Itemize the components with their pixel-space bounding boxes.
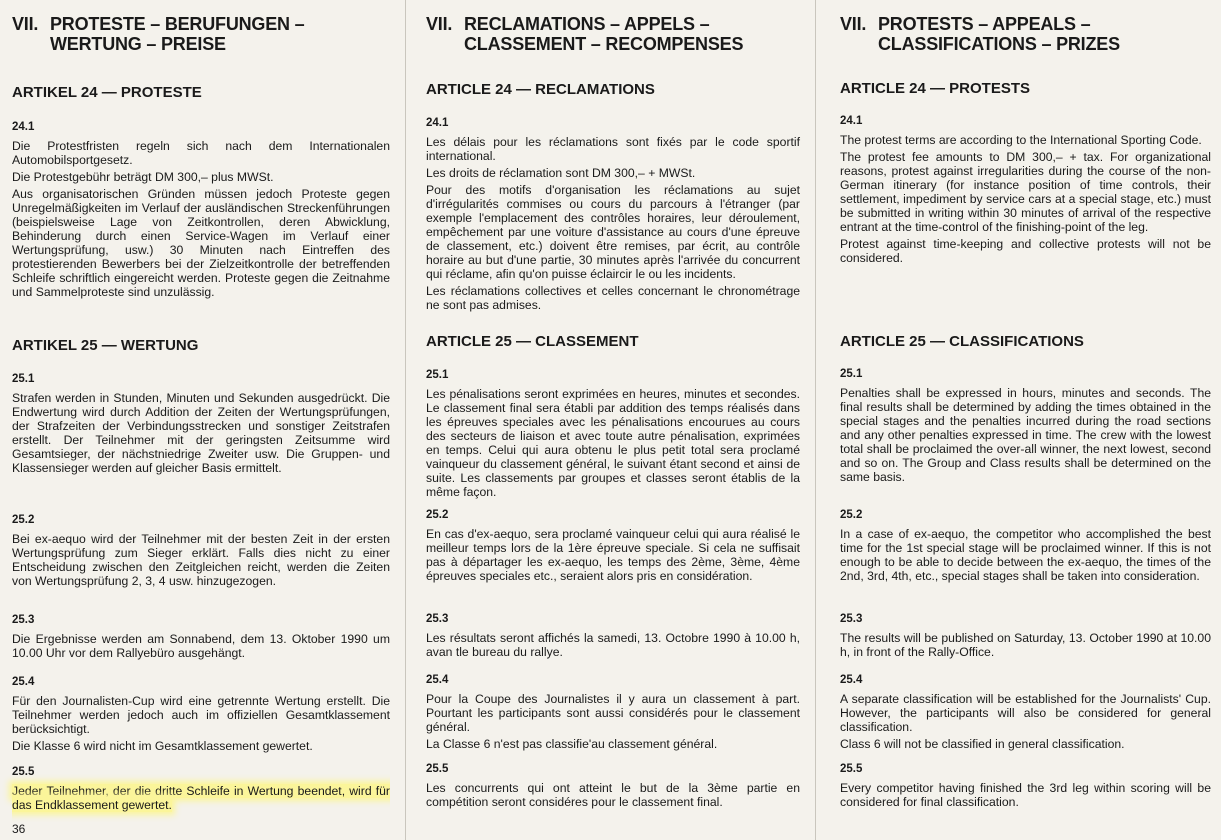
section-number: 24.1 — [840, 115, 863, 127]
paragraph: The results will be published on Saturday, 13. October 1990 at 10.00 h, in front of the Rally-Office. — [840, 631, 1211, 659]
section-number: 25.2 — [12, 514, 35, 526]
article-25-heading: ARTIKEL 25 — WERTUNG — [12, 337, 199, 354]
english-column — [815, 0, 1221, 840]
paragraph: Penalties shall be expressed in hours, minutes and seconds. The final results shall be determined by adding the times obtained in the special stages and the penalties incurred during the road sections and any other penalties expressed in time. The crew with the lowest total shall be proclaimed the over-all winner, the next lowest, second and so on. The Group and Class results shall be determined on the same basis. — [840, 386, 1211, 484]
paragraph: A separate classification will be established for the Journalists' Cup. However, the participants will also be considered for general classification. — [840, 692, 1211, 734]
section-number: 25.4 — [426, 674, 449, 686]
section-number: 25.5 — [840, 763, 863, 775]
article-25-heading: ARTICLE 25 — CLASSEMENT — [426, 333, 639, 350]
section-25-2 — [12, 513, 390, 591]
article-24-heading: ARTIKEL 24 — PROTESTE — [12, 84, 202, 101]
chapter-number: VII. — [12, 14, 39, 34]
chapter-title — [12, 14, 388, 54]
section-25-1 — [426, 368, 800, 502]
section-25-1 — [12, 372, 390, 478]
section-number: 25.1 — [426, 369, 449, 381]
paragraph: Aus organisatorischen Gründen müssen jedoch Proteste gegen Unregelmäßigkeiten im Verlauf der ausländischen Streckenführungen (beispielsweise Lage von Zeitkontrollen, deren Abwicklung, Behinderung durch einen Service-Wagen im Verlauf einer Wertungsprüfung, usw.) 30 Minuten nach Eintreffen des protestierenden Bewerbers bei der Zielzeitkontrolle der betreffenden Schleife schriftlich eingereicht werden. Proteste gegen die Zeitnahme und Sammelproteste sind unzulässig. — [12, 187, 390, 299]
chapter-title-text: PROTESTE – BERUFUNGEN – WERTUNG – PREISE — [50, 14, 305, 54]
paragraph: En cas d'ex-aequo, sera proclamé vainqueur celui qui aura réalisé le meilleur temps lors de la 1ère épreuve speciale. Si cela ne suffisait pas à départager les ex-aequo, les temps des 2ème, 3ème, 4ème épreuves speciales etc., seraient alors pris en considération. — [426, 527, 800, 583]
article-25-heading: ARTICLE 25 — CLASSIFICATIONS — [840, 333, 1084, 350]
section-number: 25.5 — [426, 763, 449, 775]
section-number: 24.1 — [12, 121, 35, 133]
paragraph: La Classe 6 n'est pas classifie'au classement général. — [426, 737, 718, 751]
section-25-5 — [12, 765, 390, 815]
chapter-number: VII. — [840, 14, 867, 34]
section-24-1 — [12, 120, 390, 302]
paragraph: Für den Journalisten-Cup wird eine getrennte Wertung erstellt. Die Teilnehmer werden jedoch auch im offiziellen Gesamtklassement berücksichtigt. — [12, 694, 390, 736]
section-25-1 — [840, 367, 1211, 487]
paragraph: Protest against time-keeping and collective protests will not be considered. — [840, 237, 1211, 265]
section-25-3 — [426, 612, 800, 662]
section-25-5 — [840, 762, 1211, 812]
paragraph: Die Klasse 6 wird nicht im Gesamtklassement gewertet. — [12, 739, 313, 753]
paragraph: Les droits de réclamation sont DM 300,– + MWSt. — [426, 166, 696, 180]
paragraph: Les concurrents qui ont atteint le but de la 3ème partie en compétition seront considéres pour le classement final. — [426, 781, 800, 809]
section-25-2 — [840, 508, 1211, 586]
paragraph: Les réclamations collectives et celles concernant le chronométrage ne sont pas admises. — [426, 284, 800, 312]
section-number: 25.3 — [426, 613, 449, 625]
section-number: 25.2 — [840, 509, 863, 521]
paragraph: The protest fee amounts to DM 300,– + tax. For organizational reasons, protest against irregularities during the course of the non-German itinerary (for instance position of time controls, their settlement, impediment by service cars at a special stage, etc.) must be submitted in writing within 30 minutes of arrival of the respective entrant at the time-control of the finishing-point of the leg. — [840, 150, 1211, 234]
section-25-4 — [12, 675, 390, 756]
chapter-title — [426, 14, 798, 54]
chapter-title — [840, 14, 1211, 54]
section-24-1 — [426, 116, 800, 315]
section-25-4 — [840, 673, 1211, 754]
french-column — [405, 0, 810, 840]
paragraph: Strafen werden in Stunden, Minuten und Sekunden ausgedrückt. Die Endwertung wird durch Addition der Zeiten der Wertungsprüfungen, der Strafzeiten der Verbindungsstrecken und sonstiger Zeitstrafen erstellt. Der Teilnehmer mit der geringsten Zeitsumme wird Gesamtsieger, der nächstniedrige Zweiter usw. Die Gruppen- und Klassensieger werden auf gleicher Basis ermittelt. — [12, 391, 390, 475]
section-25-3 — [840, 612, 1211, 662]
page-number: 36 — [12, 822, 26, 836]
section-number: 25.2 — [426, 509, 449, 521]
section-25-3 — [12, 613, 390, 663]
section-25-2 — [426, 508, 800, 586]
paragraph: Bei ex-aequo wird der Teilnehmer mit der besten Zeit in der ersten Wertungsprüfung zum Sieger erklärt. Falls dies nicht zu einer Entscheidung zwischen den Zeitgleichen reicht, werden die Zeiten von Wertungsprüfung 2, 3, 4 usw. hinzugezogen. — [12, 532, 390, 588]
section-number: 24.1 — [426, 117, 449, 129]
paragraph: Pour des motifs d'organisation les réclamations au sujet d'irrégularités commises ou cours du parcours à l'étranger (par exemple l'emplacement des contrôles horaires, leur déroulement, empêchement par une voiture d'assistance au cours d'une épreuve de classement, etc.) doivent être remises, par écrit, au contrôle horaire au but d'une partie, 30 minutes après l'arrivée du concurrent qui réclame, afin qu'on puisse éclaircir le ou les incidents. — [426, 183, 800, 281]
paragraph: Every competitor having finished the 3rd leg within scoring will be considered for final classification. — [840, 781, 1211, 809]
chapter-title-text: RECLAMATIONS – APPELS – CLASSEMENT – RECOMPENSES — [464, 14, 744, 54]
paragraph: Die Protestgebühr beträgt DM 300,– plus MWSt. — [12, 170, 274, 184]
chapter-title-text: PROTESTS – APPEALS – CLASSIFICATIONS – PRIZES — [878, 14, 1120, 54]
section-25-4 — [426, 673, 800, 754]
article-24-heading: ARTICLE 24 — RECLAMATIONS — [426, 81, 655, 98]
section-number: 25.4 — [12, 676, 35, 688]
paragraph: The protest terms are according to the International Sporting Code. — [840, 133, 1202, 147]
section-number: 25.1 — [12, 373, 35, 385]
section-number: 25.1 — [840, 368, 863, 380]
highlight: Jeder Teilnehmer, der die dritte Schleife in Wertung beendet, wird für das Endklassement gewertet. — [12, 784, 390, 812]
paragraph: In a case of ex-aequo, the competitor who accomplished the best time for the 1st special stage will be proclaimed winner. If this is not enough to be able to decide between the ex-aequo, the times of the 2nd, 3rd, 4th, etc., special stages shall be taken into consideration. — [840, 527, 1211, 583]
section-number: 25.5 — [12, 766, 35, 778]
article-24-heading: ARTICLE 24 — PROTESTS — [840, 80, 1031, 97]
section-number: 25.3 — [840, 613, 863, 625]
highlighted-paragraph — [12, 784, 390, 812]
paragraph: Die Protestfristen regeln sich nach dem Internationalen Automobilsportgesetz. — [12, 139, 390, 167]
section-number: 25.4 — [840, 674, 863, 686]
section-25-5 — [426, 762, 800, 812]
german-column — [0, 0, 400, 840]
paragraph: Pour la Coupe des Journalistes il y aura un classement à part. Pourtant les participants sont aussi considérés pour le classement général. — [426, 692, 800, 734]
paragraph: Class 6 will not be classified in general classification. — [840, 737, 1125, 751]
section-number: 25.3 — [12, 614, 35, 626]
paragraph: Les pénalisations seront exprimées en heures, minutes et secondes. Le classement final sera établi par addition des temps réalisés dans les épreuves speciales avec les pénalisations encourues au cours des secteurs de liaison et avec toute autre pénalisation, exprimées en temps. Celui qui aura obtenu le plus petit total sera proclamé vainqueur du classement général, le suivant étant second et ainsi de suite. Les classements par groupes et classes seront établis de la même façon. — [426, 387, 800, 499]
paragraph: Les délais pour les réclamations sont fixés par le code sportif international. — [426, 135, 800, 163]
section-24-1 — [840, 114, 1211, 268]
paragraph: Les résultats seront affichés la samedi, 13. Octobre 1990 à 10.00 h, avan tle bureau du rallye. — [426, 631, 800, 659]
paragraph: Die Ergebnisse werden am Sonnabend, dem 13. Oktober 1990 um 10.00 Uhr vor dem Rallyebüro ausgehängt. — [12, 632, 390, 660]
chapter-number: VII. — [426, 14, 453, 34]
